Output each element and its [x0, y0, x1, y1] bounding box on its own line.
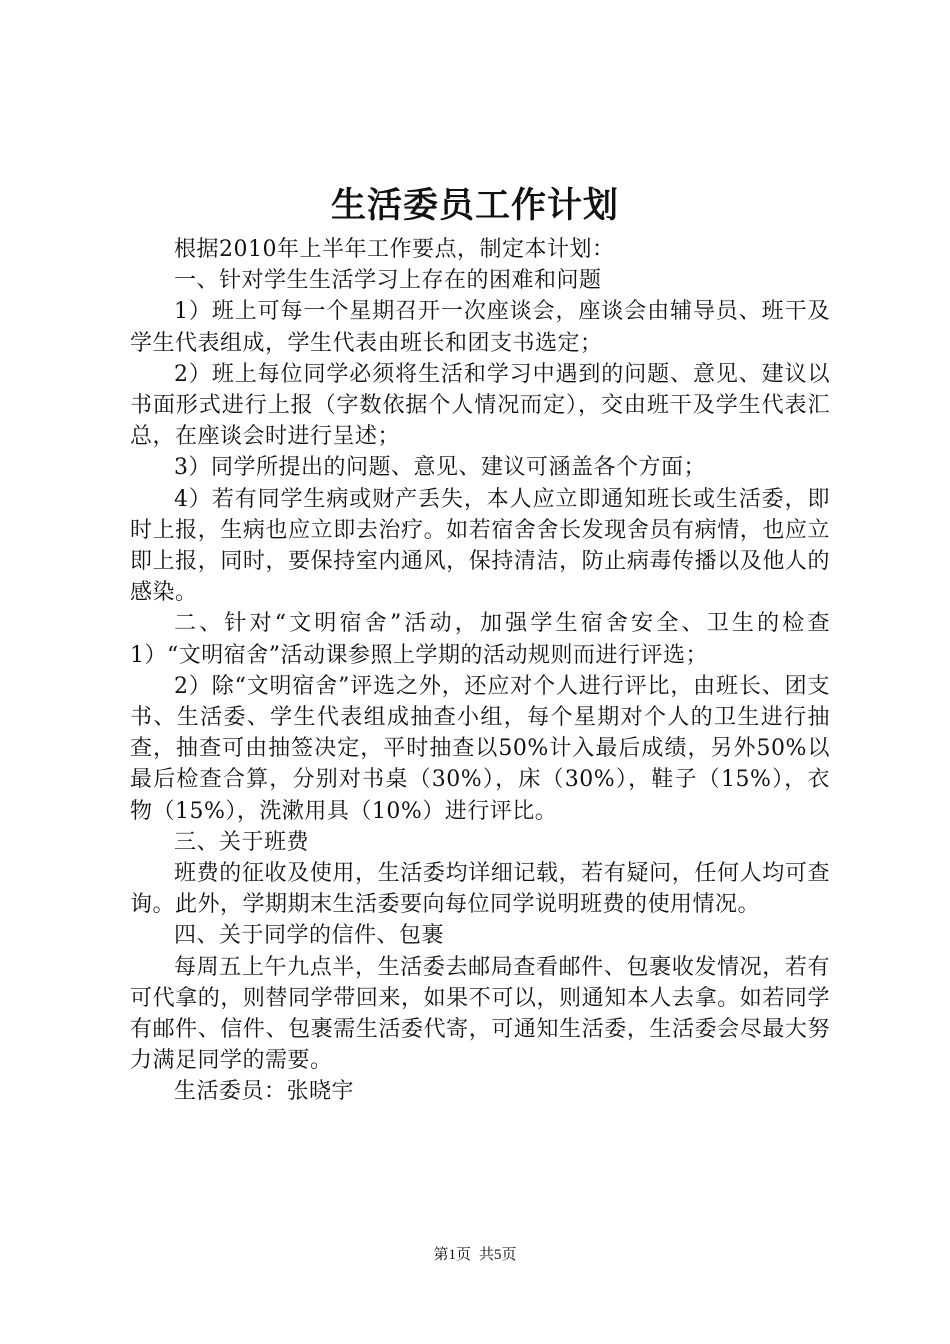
- section-heading-3: 三、关于班费: [174, 829, 310, 855]
- list-item-1-4: 4）若有同学生病或财产丢失，本人应立即通知班长或生活委，即时上报，生病也应立即去治疗。如若宿舍舍长发现舍员有病情，也应立即上报，同时，要保持室内通风，保持清洁，防止病毒传播以及他人的感染。: [130, 486, 830, 606]
- section-4-paragraph: 每周五上午九点半，生活委去邮局查看邮件、包裹收发情况，若有可代拿的，则替同学带回来，如果不可以，则通知本人去拿。如若同学有邮件、信件、包裹需生活委代寄，可通知生活委，生活委会尽最大努力满足同学的需要。: [130, 954, 830, 1074]
- section-heading-2: 二、针对“文明宿舍”活动，加强学生宿舍安全、卫生的检查1）“文明宿舍”活动课参照上学期的活动规则而进行评选；: [130, 611, 830, 668]
- page-number: 第1页: [433, 1247, 471, 1263]
- list-item-2-2: 2）除“文明宿舍”评选之外，还应对个人进行评比，由班长、团支书、生活委、学生代表组成抽查小组，每个星期对个人的卫生进行抽查，抽查可由抽签决定，平时抽查以50%计入最后成绩，另外50%以最后检查合算，分别对书桌（30%），床（30%），鞋子（15%），衣物（15%），洗漱用具（10%）进行评比。: [130, 673, 830, 824]
- list-item-1-3: 3）同学所提出的问题、意见、建议可涵盖各个方面；: [174, 455, 706, 481]
- list-item-1-1: 1）班上可每一个星期召开一次座谈会，座谈会由辅导员、班干及学生代表组成，学生代表由班长和团支书选定；: [130, 299, 830, 356]
- document-title: 生活委员工作计划: [330, 186, 619, 226]
- document-body: [130, 234, 830, 1108]
- signature-line: 生活委员：张晓宇: [174, 1079, 355, 1105]
- section-heading-4: 四、关于同学的信件、包裹: [174, 923, 445, 949]
- section-3-paragraph: 班费的征收及使用，生活委均详细记载，若有疑问，任何人均可查询。此外，学期期末生活委要向每位同学说明班费的使用情况。: [130, 861, 830, 918]
- section-heading-1: 一、针对学生生活学习上存在的困难和问题: [174, 268, 602, 294]
- list-item-1-2: 2）班上每位同学必须将生活和学习中遇到的问题、意见、建议以书面形式进行上报（字数依据个人情况而定），交由班干及学生代表汇总，在座谈会时进行呈述；: [130, 361, 830, 450]
- page-footer: [0, 1245, 950, 1265]
- page-total: 共5页: [479, 1247, 517, 1263]
- intro-paragraph: 根据2010年上半年工作要点，制定本计划：: [174, 237, 615, 262]
